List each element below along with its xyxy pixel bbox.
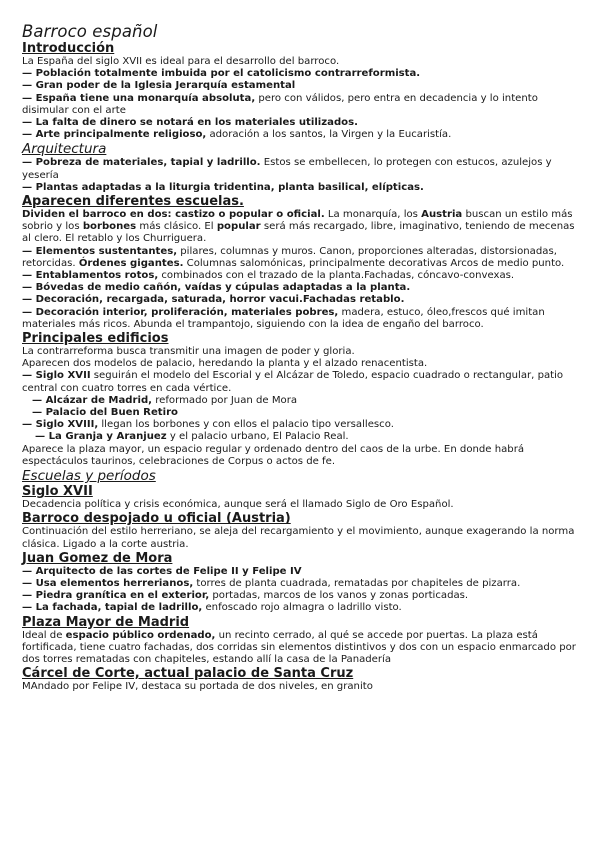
text-run: Principales edificios — [22, 331, 169, 347]
bold-text: — Siglo XVII — [22, 370, 91, 382]
document-body — [22, 41, 578, 693]
bold-text: — España tiene una monarquía absoluta, — [22, 92, 256, 104]
paragraph — [22, 566, 578, 578]
text-run: Cárcel de Corte, actual palacio de Santa Cruz — [22, 666, 354, 682]
bold-text: — Arte principalmente religioso, — [22, 129, 207, 141]
text-run: Escuelas y períodos — [22, 468, 156, 485]
text-run: portadas, marcos de los vanos y zonas porticadas. — [209, 590, 469, 602]
text-run: buscan un estilo más sobrio y los — [22, 209, 573, 233]
bold-text: — Bóvedas de medio cañón, vaídas y cúpulas adaptadas a la planta. — [22, 282, 411, 294]
paragraph — [22, 578, 578, 590]
text-run: Columnas salomónicas, principalmente decorativas Arcos de medio punto. — [183, 257, 565, 269]
bold-text: — Piedra granítica en el exterior, — [22, 590, 210, 602]
paragraph — [22, 129, 578, 141]
section-heading — [22, 551, 578, 566]
paragraph — [22, 590, 578, 602]
bold-text: Órdenes gigantes. — [78, 257, 184, 269]
text-run: Estos se embellecen, lo protegen con estucos, azulejos y yesería — [22, 157, 552, 181]
bold-text: borbones — [82, 221, 137, 233]
text-run: madera, estuco, óleo,frescos qué imitan materiales más ricos. Abunda el trampantojo, siguiendo con la idea de engaño del barroco. — [22, 306, 545, 330]
paragraph — [22, 56, 578, 68]
text-run: Juan Gomez de Mora — [22, 550, 173, 566]
text-run: más clásico. El — [136, 221, 217, 233]
paragraph — [22, 602, 578, 614]
text-run: reformado por Juan de Mora — [152, 394, 298, 406]
text-run: La contrarreforma busca transmitir una imagen de poder y gloria. — [22, 346, 355, 358]
text-run: Aparece la plaza mayor, un espacio regular y ordenado dentro del caos de la urbe. En donde habrá espectáculos taurinos, celebraciones de Corpus o actos de fe. — [22, 443, 525, 467]
paragraph — [22, 395, 578, 407]
paragraph — [22, 346, 578, 358]
text-run: Aparecen diferentes escuelas. — [22, 194, 244, 210]
section-heading — [22, 194, 578, 209]
text-run: un recinto cerrado, al qué se accede por puertas. La plaza está fortificada, tiene cuatro fachadas, dos corridas sin elementos distintivos y dos con un espacio enmarcado por dos torres rematadas con chapiteles, estando allí la casa de la Panadería — [22, 629, 576, 665]
paragraph — [22, 182, 578, 194]
paragraph — [22, 407, 578, 419]
bold-text: — La falta de dinero se notará en los materiales utilizados. — [22, 117, 358, 129]
text-run: llegan los borbones y con ellos el palacio tipo versallesco. — [98, 419, 394, 431]
section-heading — [22, 41, 578, 56]
text-run: Plaza Mayor de Madrid — [22, 614, 190, 630]
section-heading — [22, 615, 578, 630]
text-run: y el palacio urbano, El Palacio Real. — [166, 431, 349, 443]
paragraph — [22, 419, 578, 431]
paragraph — [22, 630, 578, 667]
bold-text: — Siglo XVIII, — [22, 419, 99, 431]
subsection-heading — [22, 141, 578, 157]
text-run: La monarquía, los — [324, 209, 422, 221]
bold-text: — Alcázar de Madrid, — [32, 394, 153, 406]
text-run: será más recargado, libre, imaginativo, teniendo de mecenas al clero. El retablo y los Churriguera. — [22, 221, 575, 245]
section-heading — [22, 666, 578, 681]
paragraph — [22, 117, 578, 129]
bold-text: Austria — [421, 209, 463, 221]
paragraph — [22, 209, 578, 246]
text-run: Continuación del estilo herreriano, se aleja del recargamiento y el movimiento, aunque exagerando la norma clásica. Ligado a la corte austria. — [22, 526, 575, 550]
bold-text: Dividen el barroco en dos: castizo o popular o oficial. — [22, 209, 325, 221]
section-heading — [22, 511, 578, 526]
paragraph — [22, 93, 578, 117]
bold-text: — Pobreza de materiales, tapial y ladrillo. — [22, 157, 261, 169]
paragraph — [22, 499, 578, 511]
bold-text: — Gran poder de la Iglesia Jerarquía estamental — [22, 80, 296, 92]
paragraph — [22, 157, 578, 181]
text-run: Ideal de — [22, 629, 66, 641]
paragraph — [22, 294, 578, 306]
bold-text: — Población totalmente imbuida por el catolicismo contrarreformista. — [22, 68, 421, 80]
section-heading — [22, 484, 578, 499]
text-run: seguirán el modelo del Escorial y el Alcázar de Toledo, espacio cuadrado o rectangular, patio central con cuatro torres en cada vértice. — [22, 370, 564, 394]
paragraph — [22, 444, 578, 468]
text-run: Siglo XVII — [22, 484, 93, 500]
bold-text: — Palacio del Buen Retiro — [32, 407, 178, 419]
paragraph — [22, 270, 578, 282]
text-run: adoración a los santos, la Virgen y la Eucaristía. — [206, 129, 452, 141]
text-run: Aparecen dos modelos de palacio, heredando la planta y el alzado renacentista. — [22, 358, 428, 370]
paragraph — [22, 370, 578, 394]
bold-text: — La Granja y Aranjuez — [35, 431, 167, 443]
text-run: pilares, columnas y muros. Canon, proporciones alteradas, distorsionadas, retorcidas. — [22, 245, 557, 269]
paragraph — [22, 526, 578, 550]
text-run: pero con válidos, pero entra en decadencia y lo intento disimular con el arte — [22, 92, 538, 116]
text-run: combinados con el trazado de la planta.Fachadas, cóncavo-convexas. — [158, 270, 515, 282]
text-run: Decadencia política y crisis económica, aunque será el llamado Siglo de Oro Español. — [22, 499, 454, 511]
bold-text: — Plantas adaptadas a la liturgia tridentina, planta basilical, elípticas. — [22, 181, 424, 193]
bold-text: — Decoración, recargada, saturada, horror vacui.Fachadas retablo. — [22, 294, 405, 306]
text-run: enfoscado rojo almagra o ladrillo visto. — [202, 602, 402, 614]
bold-text: — Entablamentos rotos, — [22, 270, 159, 282]
bold-text: — Elementos sustentantes, — [22, 245, 178, 257]
text-run: Introducción — [22, 41, 115, 56]
text-run: MAndado por Felipe IV, destaca su portada de dos niveles, en granito — [22, 681, 373, 693]
text-run: Arquitectura — [22, 141, 107, 158]
bold-text: — Arquitecto de las cortes de Felipe II y Felipe IV — [22, 565, 302, 577]
text-run: Barroco despojado u oficial (Austria) — [22, 511, 291, 527]
document-title: Barroco español — [22, 22, 158, 41]
paragraph — [22, 282, 578, 294]
subsection-heading — [22, 468, 578, 484]
section-heading — [22, 331, 578, 346]
paragraph — [22, 431, 578, 443]
paragraph — [22, 307, 578, 331]
bold-text: espacio público ordenado, — [65, 629, 216, 641]
paragraph — [22, 80, 578, 92]
paragraph — [22, 68, 578, 80]
text-run: torres de planta cuadrada, rematadas por chapiteles de pizarra. — [193, 577, 521, 589]
paragraph — [22, 681, 578, 693]
bold-text: — Usa elementos herrerianos, — [22, 577, 194, 589]
bold-text: — Decoración interior, proliferación, materiales pobres, — [22, 306, 339, 318]
paragraph — [22, 358, 578, 370]
text-run: La España del siglo XVII es ideal para el desarrollo del barroco. — [22, 56, 340, 67]
bold-text: popular — [216, 221, 261, 233]
bold-text: — La fachada, tapial de ladrillo, — [22, 602, 203, 614]
paragraph — [22, 246, 578, 270]
